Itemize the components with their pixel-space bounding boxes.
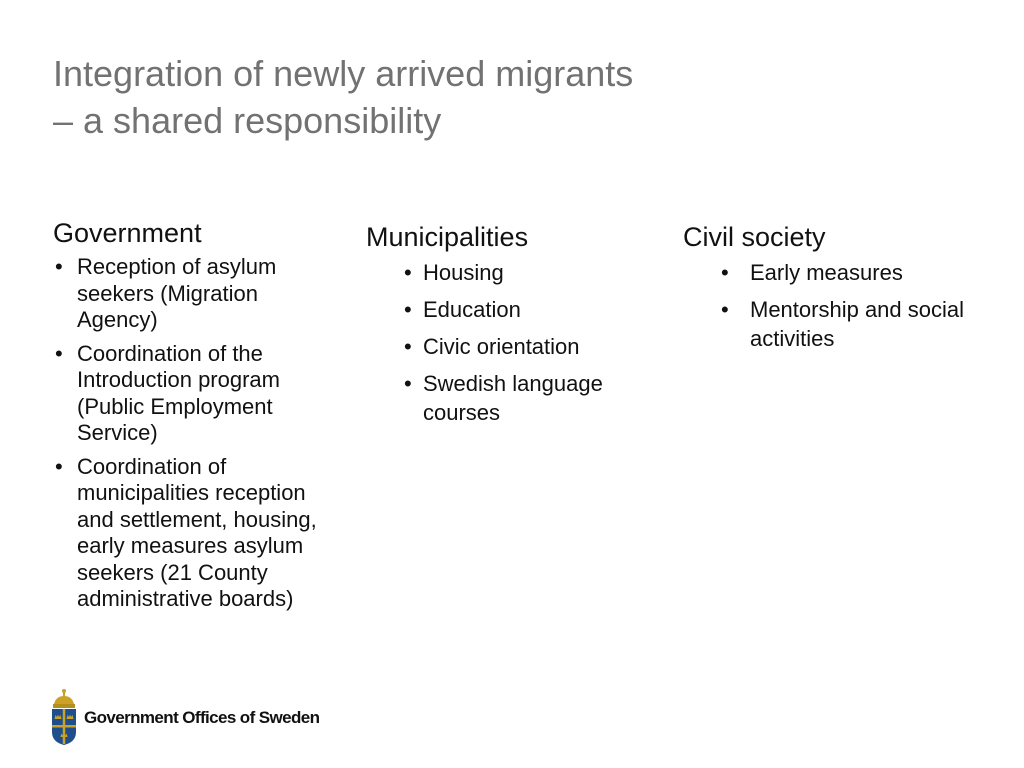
slide-title (53, 50, 953, 144)
list-item: • Coordination of municipalities reception and settlement, housing, early measures asylum seekers (21 County administrative boards) (53, 454, 343, 613)
swedish-crown-crest-icon (50, 688, 78, 746)
list-item: • Coordination of the Introduction program (Public Employment Service) (53, 341, 343, 447)
list-item: • Education (404, 295, 656, 324)
logo-text: Government Offices of Sweden (84, 708, 320, 727)
civil-society-list (683, 258, 983, 353)
list-item: • Early measures (721, 258, 983, 287)
civil-society-column (683, 220, 983, 361)
slide-title-line-1: Integration of newly arrived migrants (53, 53, 634, 94)
municipalities-heading: Municipalities (366, 222, 529, 252)
list-item: • Housing (404, 258, 656, 287)
municipalities-column (366, 220, 656, 435)
municipalities-list (366, 258, 656, 427)
list-item: • Mentorship and social activities (721, 295, 983, 353)
government-heading: Government (53, 218, 202, 248)
slide-title-line-2: – a shared responsibility (53, 100, 442, 141)
government-column (53, 216, 343, 620)
civil-society-heading: Civil society (683, 222, 826, 252)
government-list (53, 254, 343, 613)
list-item: • Reception of asylum seekers (Migration Agency) (53, 254, 343, 334)
list-item: • Civic orientation (404, 332, 656, 361)
list-item: • Swedish language courses (404, 369, 656, 427)
